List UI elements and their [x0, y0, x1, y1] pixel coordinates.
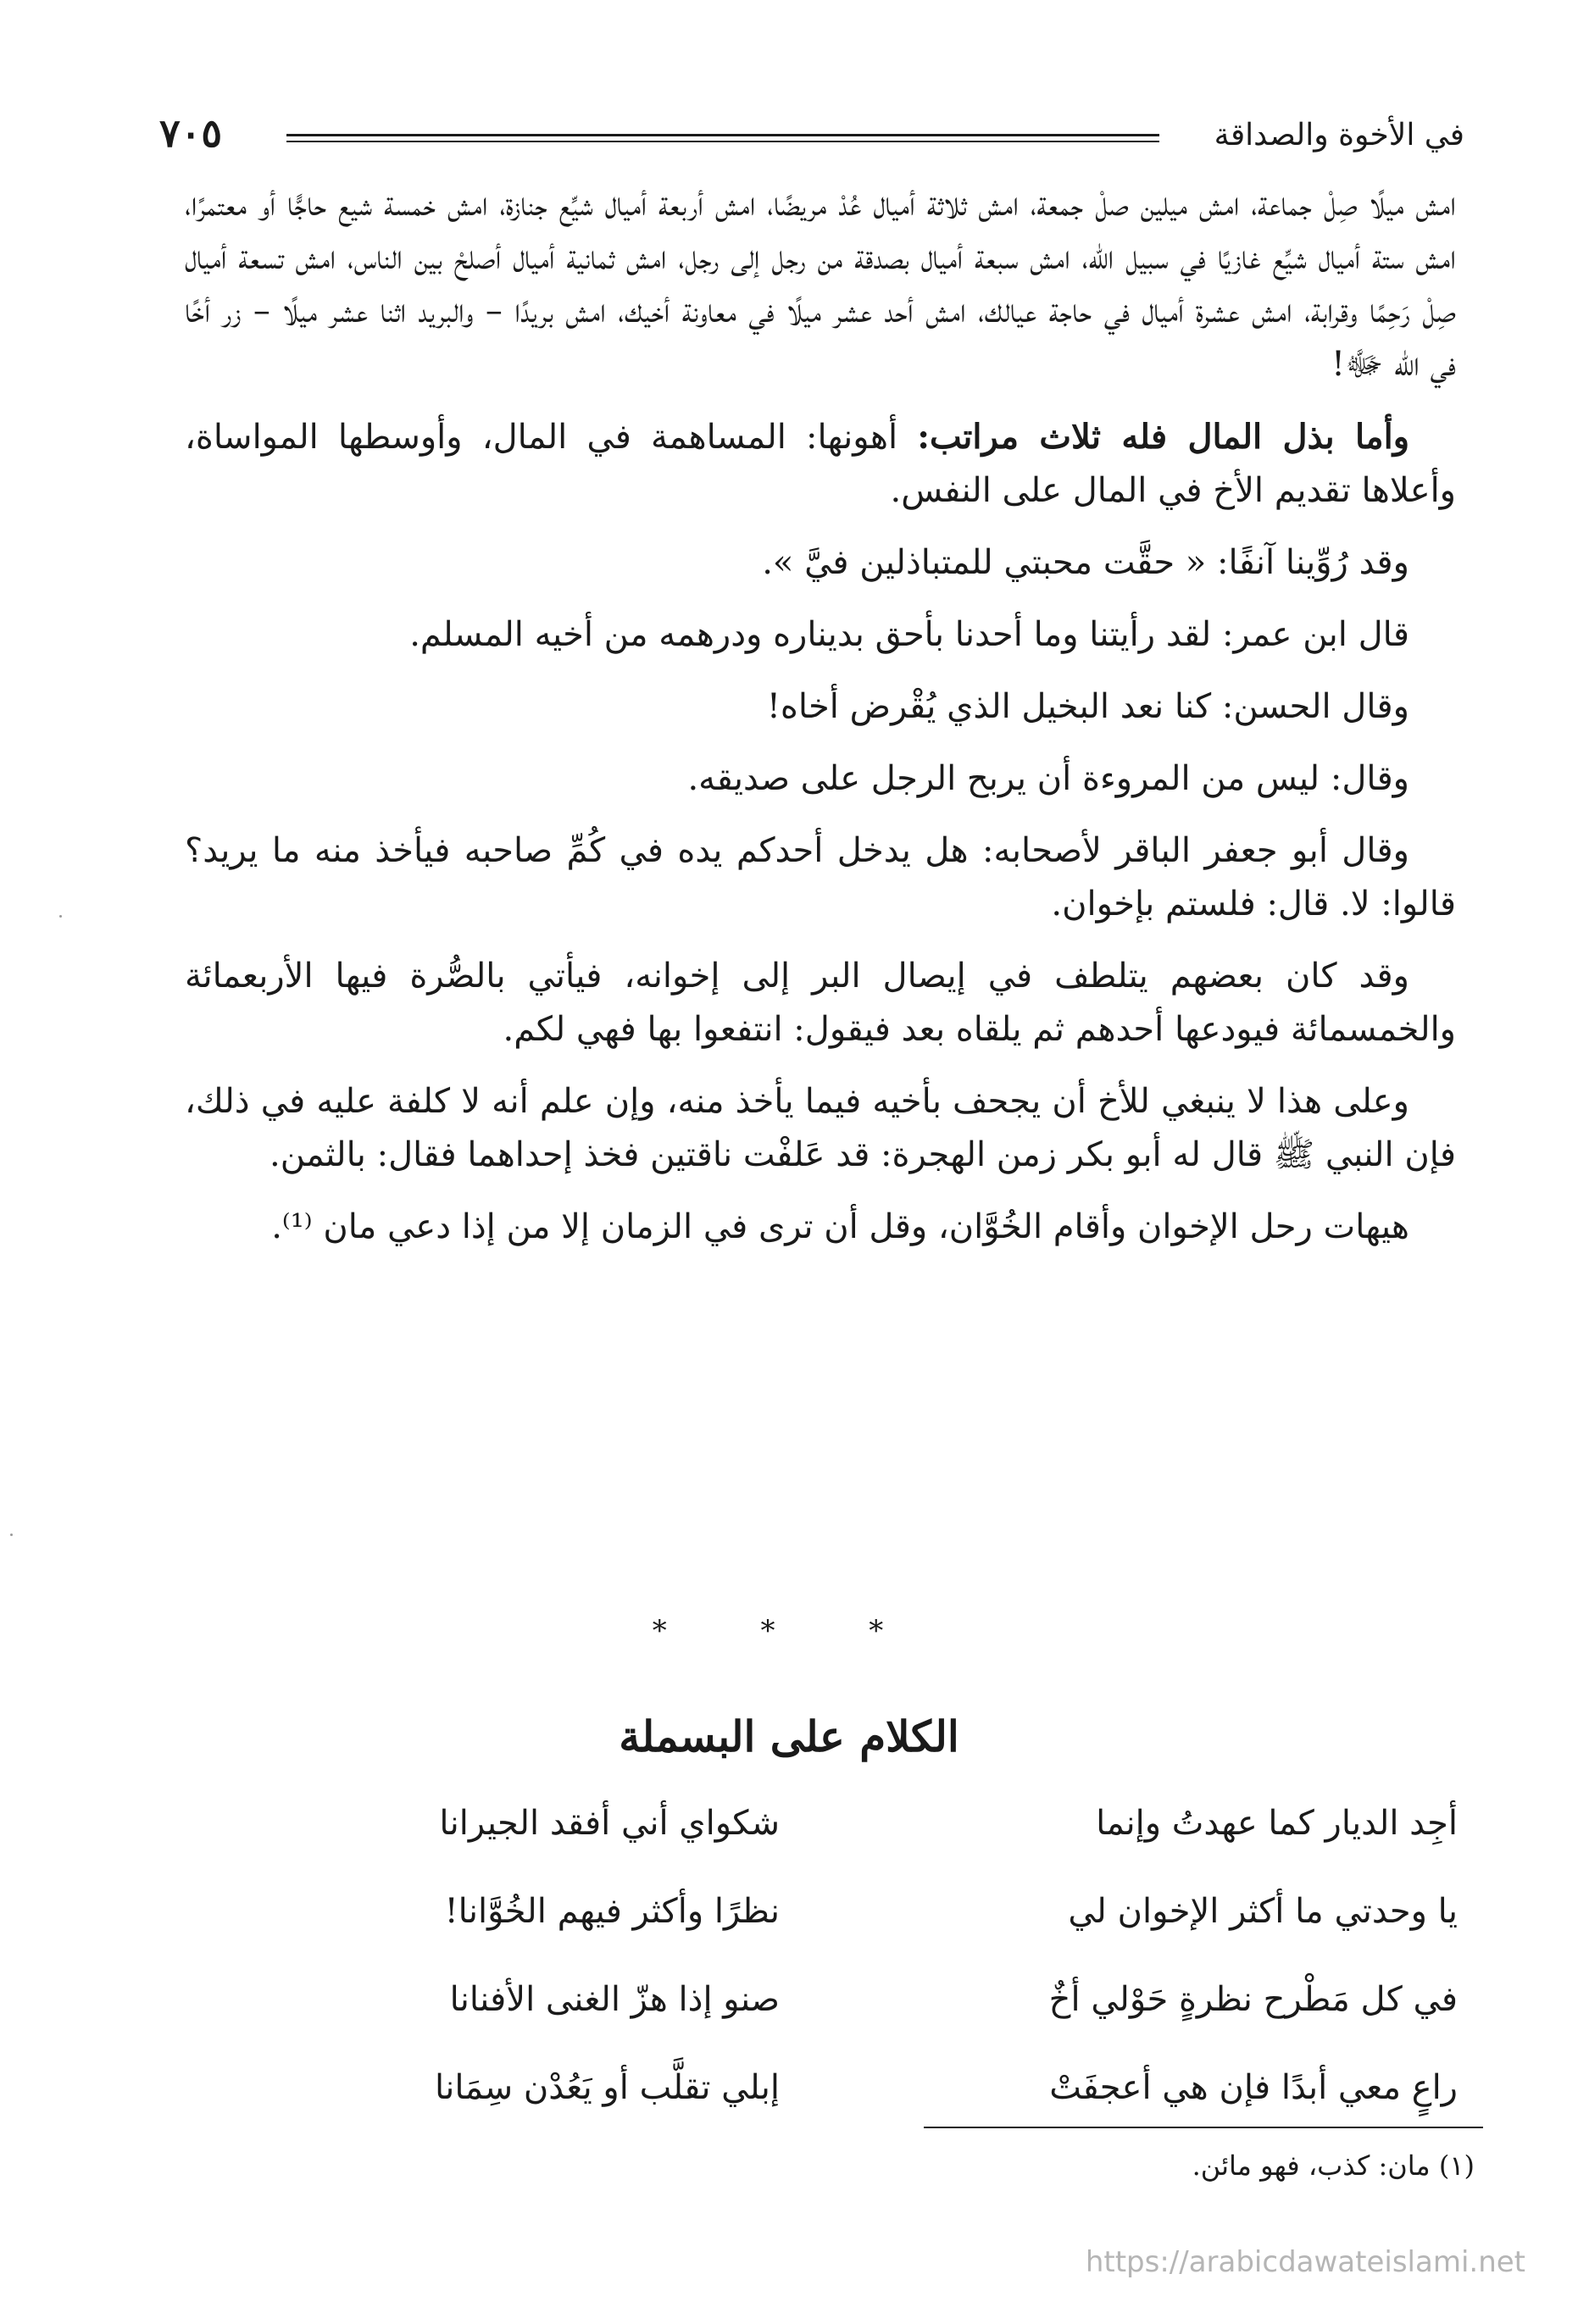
page-number: ٧٠٥: [159, 110, 223, 156]
scan-mark: [59, 915, 62, 918]
paragraph: وقال: ليس من المروءة أن يربح الرجل على صديقه.: [687, 759, 1409, 798]
section-heading: الكلام على البسملة: [619, 1711, 959, 1761]
section-separator: * * *: [652, 1614, 926, 1648]
paragraph: قال ابن عمر: لقد رأيتنا وما أحدنا بأحق بديناره ودرهمه من أخيه المسلم.: [409, 615, 1409, 654]
paragraph: وقد كان بعضهم يتلطف في إيصال البر إلى إخوانه، فيأتي بالصُّرة فيها الأربعمائة والخمسمائة فيودعها أحدهم ثم يلقاه بعد فيقول: انتفعوا بها فهي لكم.: [185, 957, 1456, 1049]
verse-second-hemistich: صنو إذا هزّ الغنى الأفنانا: [449, 1980, 780, 2019]
verse-second-hemistich: شكواي أني أفقد الجيرانا: [439, 1804, 780, 1843]
verse-first-hemistich: في كل مَطْرح نظرةٍ حَوْلي أخٌ: [1048, 1980, 1458, 2019]
footnote-rule: [924, 2127, 1483, 2128]
poem-verse: [254, 2044, 1458, 2132]
poem: [254, 1779, 1458, 2132]
watermark-url: https://arabicdawateislami.net: [1085, 2245, 1525, 2279]
paragraph: وعلى هذا لا ينبغي للأخ أن يجحف بأخيه فيما يأخذ منه، وإن علم أنه لا كلفة عليه في ذلك، فإن النبي ﷺ قال له أبو بكر زمن الهجرة: قد عَلفْت ناقتين فخذ إحداهما فقال: بالثمن.: [185, 1082, 1456, 1174]
paragraph: وقال أبو جعفر الباقر لأصحابه: هل يدخل أحدكم يده في كُمِّ صاحبه فيأخذ منه ما يريد؟ قالوا: لا. قال: فلستم بإخوان.: [185, 831, 1456, 923]
running-title: في الأخوة والصداقة: [1214, 118, 1464, 153]
header-rule: [286, 134, 1159, 136]
bold-lead-in: وأما بذل المال فله ثلاث مراتب:: [917, 417, 1410, 457]
verse-first-hemistich: أجِد الديار كما عهدتُ وإنما: [1096, 1804, 1458, 1843]
main-text: [185, 178, 1456, 1273]
paragraph: [185, 410, 1456, 518]
scan-mark: [10, 1534, 13, 1536]
poem-verse: [254, 1779, 1458, 1867]
paragraph: وقد رُوِّينا آنفًا: « حقَّت محبتي للمتباذلين فيَّ ».: [762, 543, 1409, 582]
paragraph: امش ميلًا صِلْ جماعة، امش ميلين صلْ جمعة، امش ثلاثة أميال عُدْ مريضًا، امش أربعة أميال شيِّع جنازة، امش خمسة شيع حاجًّا أو معتمرًا، امش ستة أميال شيِّع غازيًا في سبيل اللّه، امش سبعة أميال بصدقة من رجل إلى رجل، امش ثمانية أميال أصلحْ بين الناس، امش تسعة أميال صِلْ رَحِمًا وقرابة، امش عشرة أميال في حاجة عيالك، امش أحد عشر ميلًا في معاونة أخيك، امش بريدًا – والبريد اثنا عشر ميلًا – زر أخًا في اللّه ﷻ!: [185, 185, 1456, 384]
paragraph: وقال الحسن: كنا نعد البخيل الذي يُقْرض أخاه!: [766, 687, 1409, 726]
verse-second-hemistich: إبلي تقلَّب أو يَعُدْن سِمَانا: [435, 2068, 780, 2107]
verse-first-hemistich: يا وحدتي ما أكثر الإخوان لي: [1068, 1892, 1458, 1931]
verse-first-hemistich: راعٍ معي أبدًا فإن هي أعجفَتْ: [1049, 2068, 1458, 2107]
paragraph: هيهات رحل الإخوان وأقام الخُوَّان، وقل أن ترى في الزمان إلا من إذا دعي مان ⁽¹⁾.: [271, 1207, 1409, 1246]
page-header: [159, 102, 1464, 169]
verse-second-hemistich: نظرًا وأكثر فيهم الخُوَّانا!: [444, 1892, 780, 1931]
header-rule-lower: [286, 141, 1159, 142]
paragraph-text: أهونها: المساهمة في المال، وأوسطها المواساة، وأعلاها تقديم الأخ في المال على النفس.: [185, 418, 1456, 510]
poem-verse: [254, 1867, 1458, 1955]
footnote: (١) مان: كذب، فهو مائن.: [1192, 2149, 1475, 2182]
poem-verse: [254, 1955, 1458, 2044]
